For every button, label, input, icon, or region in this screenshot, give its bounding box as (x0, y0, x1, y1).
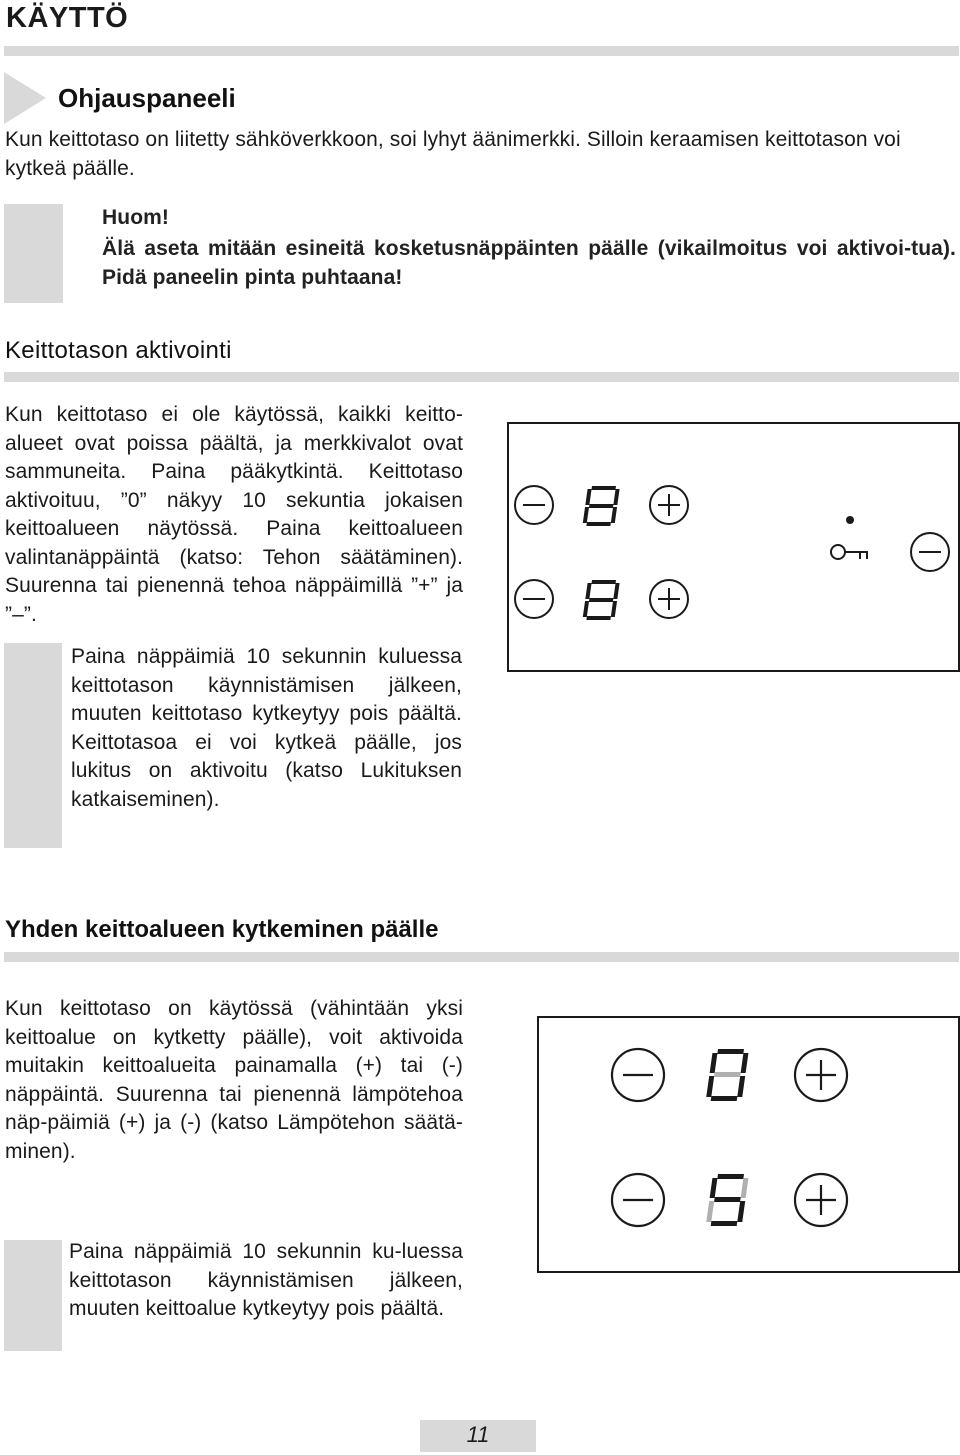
note-title: Huom! (102, 206, 169, 229)
zone-display-upper (582, 486, 620, 526)
indicator-dot-icon (846, 516, 854, 524)
note-body: Älä aseta mitään esineitä kosketusnäppäinten päälle (vikailmoitus voi aktivoi-tua). Pidä paneelin pinta puhtaana! (102, 237, 956, 289)
page-title: KÄYTTÖ (6, 2, 129, 34)
single-zone-body: Kun keittotaso on käytössä (vähintään yksi keittoalue on kytketty päälle), voit aktivoida muitakin keittoalueita painamalla (+) tai (-) näppäintä. Suurenna tai pienennä lämpötehoa näp-päimiä (+) ja (-) (katso Lämpötehon säätä-minen). (5, 997, 463, 1163)
section-heading-single-zone: Yhden keittoalueen kytkeminen päälle (5, 916, 439, 943)
plus-icon (795, 1174, 847, 1226)
control-panel-diagram-art (507, 422, 960, 672)
minus-icon (515, 486, 553, 524)
plus-icon (650, 580, 688, 618)
zone-activation-diagram-art (537, 1016, 960, 1273)
activation-body: Kun keittotaso ei ole käytössä, kaikki keitto-alueet ovat poissa päältä, ja merkkivalot ovat sammuneita. Paina pääkytkintä. Keittotaso aktivoituu, ”0” näkyy 10 sekuntia jokaisen keittoalueen näytössä. Paina keittoalueen valintanäppäintä (katso: Tehon säätäminen). Suurenna tai pienennä tehoa näppäimillä ”+” ja ”–”. (5, 403, 463, 626)
activation-rule (4, 372, 959, 382)
single-zone-note: Paina näppäimiä 10 sekunnin ku-luessa keittotason käynnistämisen jälkeen, muuten keittoalue kytkeytyy pois päältä. (69, 1240, 463, 1320)
zone-display-upper (706, 1049, 749, 1101)
section-heading-activation: Keittotason aktivointi (5, 337, 232, 364)
control-panel-intro: Kun keittotaso on liitetty sähköverkkoon, soi lyhyt äänimerkki. Silloin keraamisen keittotason voi kytkeä päälle. (5, 128, 901, 180)
note-marker (4, 204, 63, 303)
minus-icon (612, 1049, 664, 1101)
key-lock-icon (831, 545, 868, 559)
title-rule (4, 46, 959, 56)
page-number: 11 (466, 1422, 490, 1447)
minus-icon (612, 1174, 664, 1226)
zone-display-lower (706, 1174, 749, 1226)
section-arrow-icon (4, 72, 46, 124)
zone-display-lower (582, 580, 620, 620)
single-zone-rule (4, 952, 959, 962)
plus-icon (795, 1049, 847, 1101)
plus-icon (650, 486, 688, 524)
activation-note-marker (4, 643, 62, 848)
minus-icon (911, 533, 949, 571)
minus-icon (515, 580, 553, 618)
single-zone-note-marker (4, 1240, 62, 1351)
activation-note: Paina näppäimiä 10 sekunnin kuluessa keittotason käynnistämisen jälkeen, muuten keittotaso kytkeytyy pois päältä. Keittotasoa ei voi kytkeä päälle, jos lukitus on aktivoitu (katso Lukituksen katkaiseminen). (71, 645, 462, 811)
section-heading-control-panel: Ohjauspaneeli (58, 83, 236, 113)
